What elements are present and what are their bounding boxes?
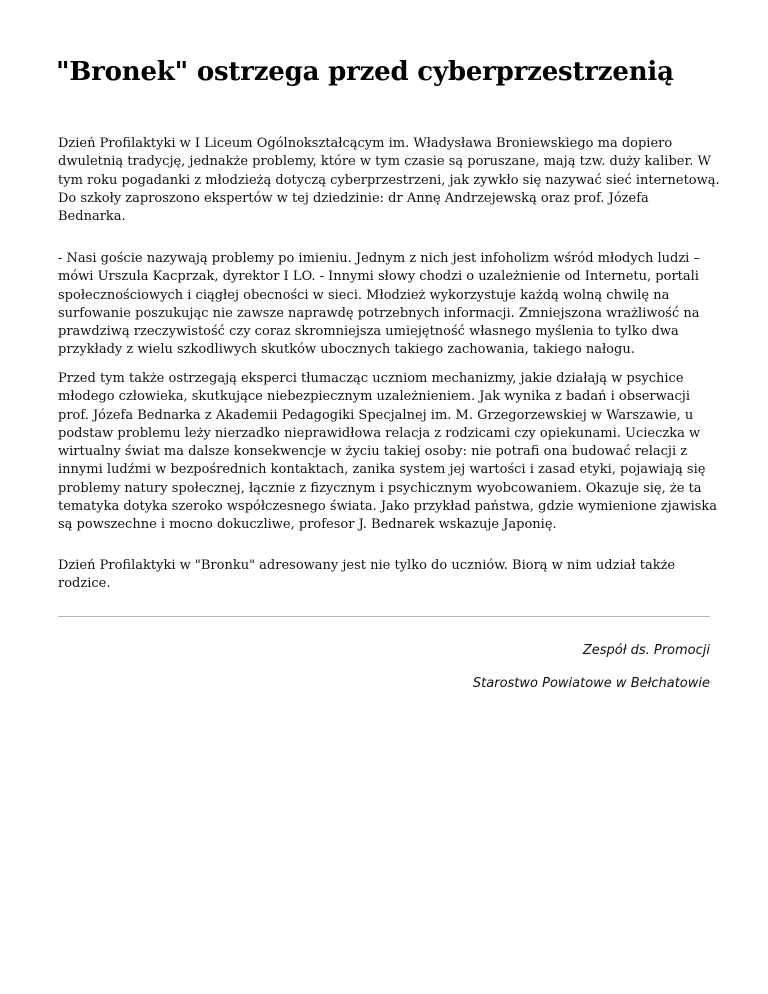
horizontal-divider [58,616,710,617]
article-paragraph-quote: - Nasi goście nazywają problemy po imieniu. Jednym z nich jest infoholizm wśród młodych ludzi – mówi Urszula Kacprzak, dyrektor I LO. - Innymi słowy chodzi o uzależnienie od Internetu, portali społecznościowych i ciągłej obecności w sieci. Młodzież wykorzystuje każdą wolną chwilę na surfowanie poszukując nie zawsze naprawdę potrzebnych informacji. Zmniejszona wrażliwość na prawdziwą rzeczywistość czy coraz skromniejsza umiejętność własnego myślenia to tylko dwa przykłady z wielu szkodliwych skutków ubocznych takiego zachowania, takiego nałogu. [58,251,700,358]
article-paragraph-experts: Przed tym także ostrzegają eksperci tłumacząc uczniom mechanizmy, jakie działają w psychice młodego człowieka, skutkujące niebezpiecznym uzależnieniem. Jak wynika z badań i obserwacji prof. Józefa Bednarka z Akademii Pedagogiki Specjalnej im. M. Grzegorzewskiej w Warszawie, u podstaw problemu leży nierzadko nieprawidłowa relacja z rodzicami czy opiekunami. Ucieczka w wirtualny świat ma dalsze konsekwencje w życiu takiej osoby: nie potrafi ona budować relacji z innymi ludźmi w bezpośrednich kontaktach, zanika system jej wartości i zasad etyki, pojawiają się problemy natury społecznej, łącznie z fizycznym i psychicznym wyobcowaniem. Okazuje się, że ta tematyka dotyka szeroko współczesnego świata. Jako przykład państwa, gdzie wymienione zjawiska są powszechne i mocno dokuczliwe, profesor J. Bednarek wskazuje Japonię. [58,371,718,533]
article-paragraph-closing: Dzień Profilaktyki w "Bronku" adresowany jest nie tylko do uczniów. Biorą w nim udział także rodzice. [58,558,676,592]
signature-office: Starostwo Powiatowe w Bełchatowie [472,676,710,691]
signature-team: Zespół ds. Promocji [582,643,710,658]
article-title: "Bronek" ostrzega przed cyberprzestrzenią [56,57,674,87]
article-paragraph-intro: Dzień Profilaktyki w I Liceum Ogólnokształcącym im. Władysława Broniewskiego ma dopiero dwuletnią tradycję, jednakże problemy, które w tym czasie są poruszane, mają tzw. duży kaliber. W tym roku pogadanki z młodzieżą dotyczą cyberprzestrzeni, jak zywkło się nazywać sieć internetową. Do szkoły zaproszono ekspertów w tej dziedzinie: dr Annę Andrzejewską oraz prof. Józefa Bednarka. [58,136,720,225]
